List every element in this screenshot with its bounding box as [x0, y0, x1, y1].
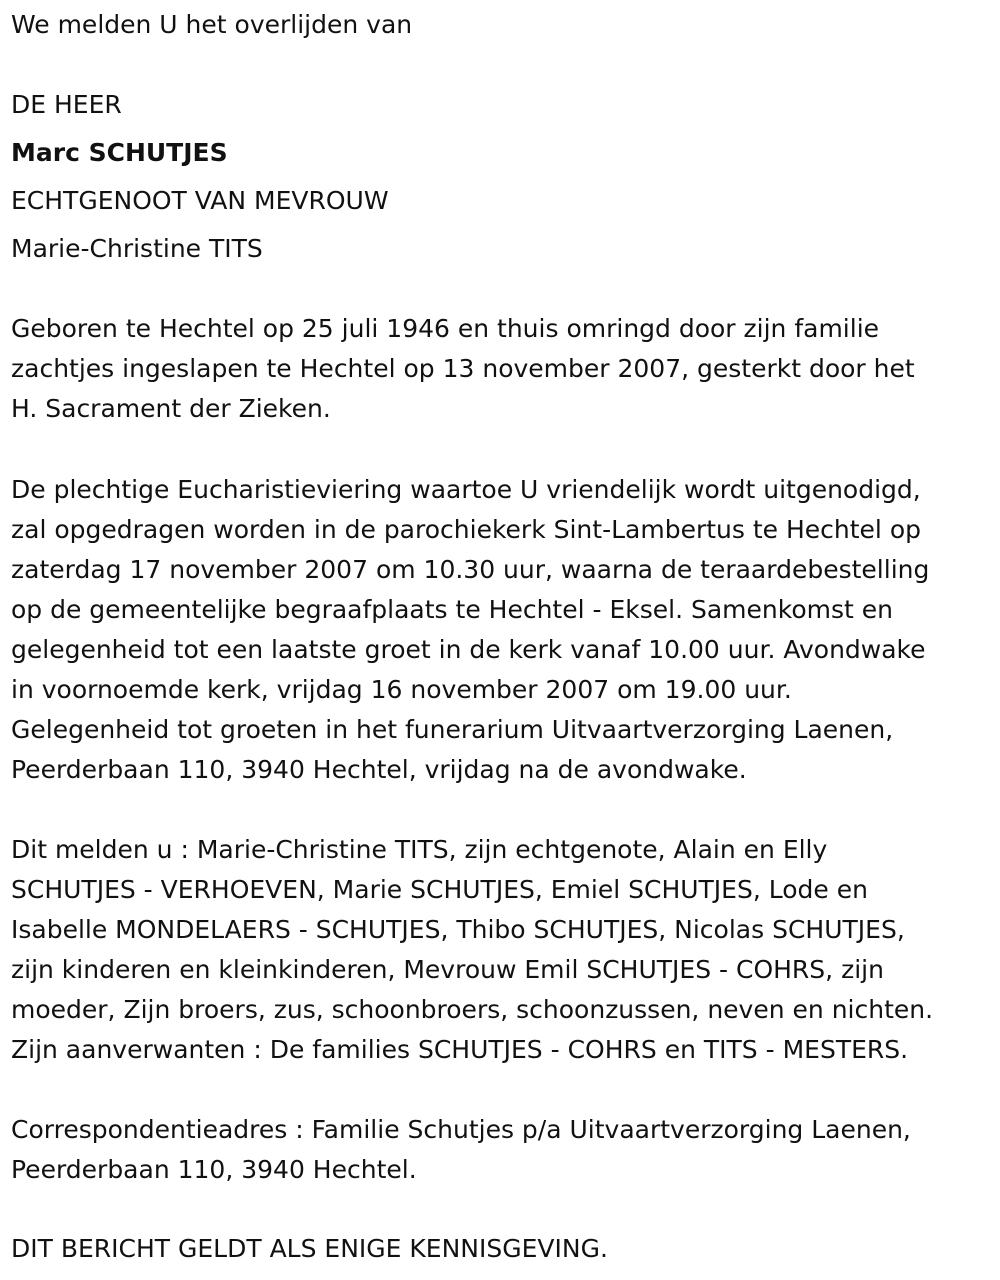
intro-line: We melden U het overlijden van [11, 10, 413, 39]
paragraph-line: gelegenheid tot een laatste groet in de kerk vanaf 10.00 uur. Avondwake [11, 635, 926, 664]
paragraph-line: Correspondentieadres : Familie Schutjes p/a Uitvaartverzorging Laenen, [11, 1115, 911, 1144]
paragraph-line: in voornoemde kerk, vrijdag 16 november 2007 om 19.00 uur. [11, 675, 792, 704]
spouse-label: ECHTGENOOT VAN MEVROUW [11, 186, 389, 215]
paragraph-line: Peerderbaan 110, 3940 Hechtel, vrijdag na de avondwake. [11, 755, 747, 784]
paragraph-line: zijn kinderen en kleinkinderen, Mevrouw Emil SCHUTJES - COHRS, zijn [11, 955, 884, 984]
paragraph-line: Geboren te Hechtel op 25 juli 1946 en thuis omringd door zijn familie [11, 314, 880, 343]
correspondence-paragraph [11, 1110, 991, 1190]
paragraph-line: De plechtige Eucharistieviering waartoe U vriendelijk wordt uitgenodigd, [11, 475, 921, 504]
paragraph-line: SCHUTJES - VERHOEVEN, Marie SCHUTJES, Emiel SCHUTJES, Lode en [11, 875, 868, 904]
deceased-name: Marc SCHUTJES [11, 138, 228, 167]
paragraph-line: op de gemeentelijke begraafplaats te Hechtel - Eksel. Samenkomst en [11, 595, 893, 624]
ceremony-paragraph [11, 470, 991, 790]
paragraph-line: zaterdag 17 november 2007 om 10.30 uur, waarna de teraardebestelling [11, 555, 930, 584]
paragraph-line: Gelegenheid tot groeten in het funerarium Uitvaartverzorging Laenen, [11, 715, 894, 744]
closing-line: DIT BERICHT GELDT ALS ENIGE KENNISGEVING. [11, 1234, 608, 1263]
paragraph-line: Zijn aanverwanten : De families SCHUTJES - COHRS en TITS - MESTERS. [11, 1035, 909, 1064]
paragraph-line: Peerderbaan 110, 3940 Hechtel. [11, 1155, 417, 1184]
paragraph-line: H. Sacrament der Zieken. [11, 394, 331, 423]
honorific: DE HEER [11, 90, 122, 119]
paragraph-line: Dit melden u : Marie-Christine TITS, zijn echtgenote, Alain en Elly [11, 835, 828, 864]
family-paragraph [11, 830, 991, 1070]
paragraph-line: zal opgedragen worden in de parochiekerk Sint-Lambertus te Hechtel op [11, 515, 921, 544]
paragraph-line: moeder, Zijn broers, zus, schoonbroers, schoonzussen, neven en nichten. [11, 995, 934, 1024]
paragraph-line: zachtjes ingeslapen te Hechtel op 13 november 2007, gesterkt door het [11, 354, 915, 383]
birth-death-paragraph [11, 309, 991, 429]
spouse-name: Marie-Christine TITS [11, 234, 263, 263]
paragraph-line: Isabelle MONDELAERS - SCHUTJES, Thibo SCHUTJES, Nicolas SCHUTJES, [11, 915, 905, 944]
